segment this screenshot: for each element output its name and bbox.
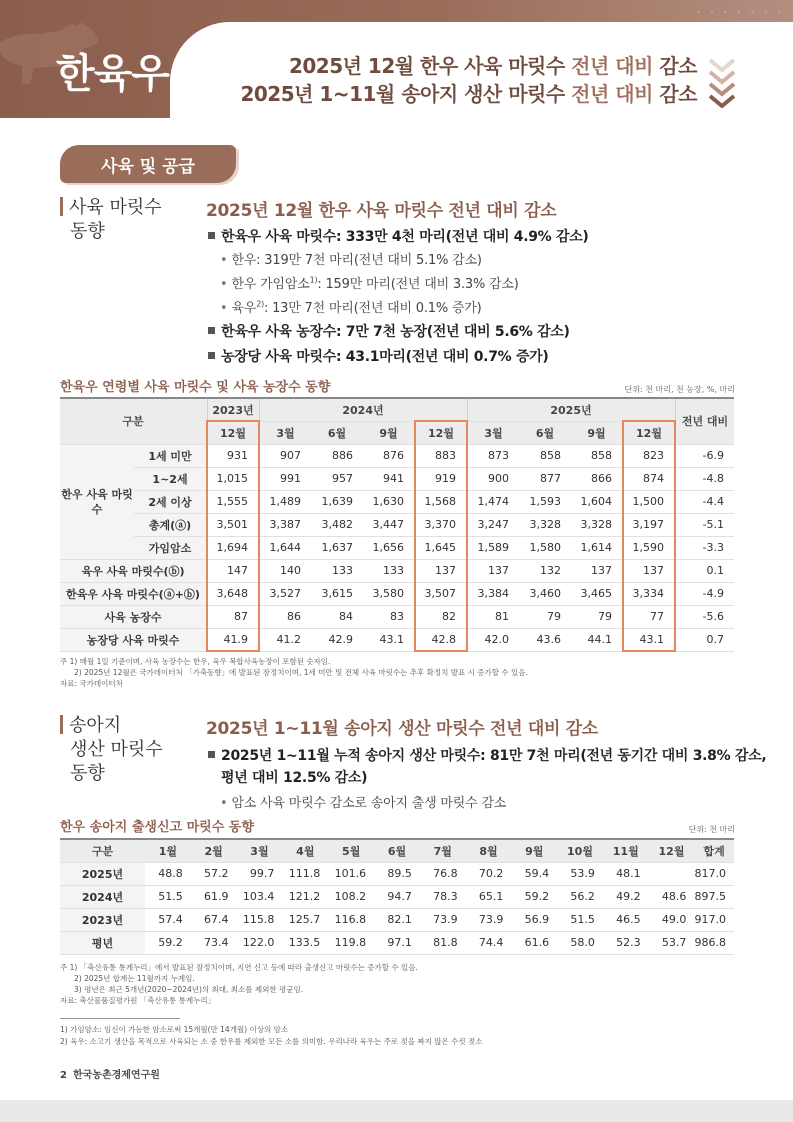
header-dots: • • • • • • • [696, 9, 785, 16]
table-cell: 79 [571, 605, 623, 628]
header-month: 12월 [623, 421, 675, 444]
table-cell: 43.1 [363, 628, 415, 651]
table-cell: 957 [311, 467, 363, 490]
table-cell: 1,630 [363, 490, 415, 513]
header-month: 9월 [571, 421, 623, 444]
table-row [60, 444, 734, 467]
bullet-text: 농장당 사육 마릿수: 43.1마리(전년 대비 0.7% 증가) [221, 349, 549, 365]
bottom-band [0, 1100, 793, 1122]
publisher-name: 한국농촌경제연구원 [72, 1070, 160, 1081]
bullet-square [208, 232, 215, 239]
table-row [60, 908, 734, 931]
sub-beef-cattle [220, 297, 482, 316]
table-cell: 866 [571, 467, 623, 490]
table-cell: 3,387 [259, 513, 311, 536]
header-category: 구분 [60, 398, 207, 444]
table-cell: 3,648 [207, 582, 259, 605]
source-line: 자료: 국가데이터처 [60, 679, 123, 688]
table-cell: 3,615 [311, 582, 363, 605]
sub-text: : 159만 마리(전년 대비 3.3% 감소) [317, 277, 519, 292]
table-cell: 137 [623, 559, 675, 582]
table-header-cell: 7월 [420, 839, 466, 862]
table-row [60, 862, 734, 885]
table-cell: 1,555 [207, 490, 259, 513]
table-cell: 3,334 [623, 582, 675, 605]
table-header-cell: 11월 [603, 839, 649, 862]
table-cell: 3,384 [467, 582, 519, 605]
header-year-2025: 2025년 [467, 398, 675, 421]
header-summary [240, 52, 697, 108]
section-label-calves [60, 714, 163, 786]
table-cell: 41.2 [259, 628, 311, 651]
table-cell: 42.9 [311, 628, 363, 651]
table-cell: 1,489 [259, 490, 311, 513]
bullet-square [208, 352, 215, 359]
table-cell: 876 [363, 444, 415, 467]
bullet-text: 2025년 1~11월 누적 송아지 생산 마릿수: 81만 7천 마리(전년 동기간 대비 3.8% 감소, [221, 748, 767, 764]
table-cell: 48.6 [649, 885, 695, 908]
sub-dot: • [220, 253, 228, 268]
header-year-2024: 2024년 [259, 398, 467, 421]
sub-text: 암소 사육 마릿수 감소로 송아지 출생 마릿수 감소 [231, 796, 507, 811]
table-header-cell: 1월 [145, 839, 191, 862]
table-cell: 58.0 [557, 931, 603, 954]
header-line-1 [240, 52, 697, 80]
table-cell: 0.7 [675, 628, 734, 651]
table-cell: 1,568 [415, 490, 467, 513]
table-cell: 137 [467, 559, 519, 582]
table-cell: -6.9 [675, 444, 734, 467]
row-label: 2023년 [60, 908, 145, 931]
table-cell: 3,197 [623, 513, 675, 536]
table-cell: 97.1 [374, 931, 420, 954]
bullet-total-heads [208, 226, 589, 246]
table-cell: 133 [311, 559, 363, 582]
row-label: 농장당 사육 마릿수 [60, 628, 207, 651]
table-cell: 41.9 [207, 628, 259, 651]
table-cell: 84 [311, 605, 363, 628]
table-cell: 79 [519, 605, 571, 628]
page-number: 2 [60, 1070, 67, 1081]
table-title-calves: 한우 송아지 출생신고 마릿수 동향 [60, 820, 254, 835]
table-cell: 86 [259, 605, 311, 628]
note-line: 2) 2025년 12월은 국가데이터처 「가축동향」에 발표된 잠정치이며, 1세 미만 및 전체 사육 마릿수는 추후 확정치 발표 시 증가할 수 있음. [74, 668, 528, 677]
table-cell: 49.0 [649, 908, 695, 931]
table-cell: -5.1 [675, 513, 734, 536]
table-header-cell: 12월 [649, 839, 695, 862]
table-cell: 56.9 [511, 908, 557, 931]
table-cell: 56.2 [557, 885, 603, 908]
table-cell: 42.8 [415, 628, 467, 651]
table-cell: 133.5 [282, 931, 328, 954]
calf-births-table [60, 838, 734, 955]
footnotes [60, 1024, 483, 1048]
row-label: 2세 이상 [134, 490, 207, 513]
table-notes-breeding [60, 656, 528, 689]
bullet-calf-births [208, 745, 766, 789]
table-cell: 73.9 [420, 908, 466, 931]
table-cell: 111.8 [282, 862, 328, 885]
row-label: 1~2세 [134, 467, 207, 490]
table-cell: 1,639 [311, 490, 363, 513]
footnote-2: 2) 육우: 소고기 생산을 목적으로 사육되는 소 중 한우를 제외한 모든 소를 의미함. 우리나라 육우는 주로 젖을 짜지 않은 수컷 젖소 [60, 1037, 483, 1046]
table-cell: 61.6 [511, 931, 557, 954]
bullet-square [208, 751, 215, 758]
section-label-line-2: 생산 마릿수 [70, 739, 163, 760]
page-header [0, 0, 793, 125]
section-label-line-2: 동향 [70, 221, 105, 242]
table-cell: 78.3 [420, 885, 466, 908]
table-cell: 67.4 [191, 908, 237, 931]
table-cell: 919 [415, 467, 467, 490]
row-label: 평년 [60, 931, 145, 954]
table-cell: 81.8 [420, 931, 466, 954]
table-cell: 82.1 [374, 908, 420, 931]
table-cell: 3,328 [571, 513, 623, 536]
table-header-cell: 3월 [237, 839, 283, 862]
table-cell: -4.4 [675, 490, 734, 513]
table-cell: 991 [259, 467, 311, 490]
section-heading-breeding: 2025년 12월 한우 사육 마릿수 전년 대비 감소 [206, 201, 557, 221]
table-cell: 858 [519, 444, 571, 467]
table-cell: 53.9 [557, 862, 603, 885]
table-cell: 897.5 [694, 885, 734, 908]
table-cell: 917.0 [694, 908, 734, 931]
table-title-breeding: 한육우 연령별 사육 마릿수 및 사육 농장수 동향 [60, 380, 331, 395]
section-bar [60, 715, 63, 734]
table-row [60, 605, 734, 628]
table-cell: 931 [207, 444, 259, 467]
table-cell: 61.9 [191, 885, 237, 908]
section-heading-calves: 2025년 1~11월 송아지 생산 마릿수 전년 대비 감소 [206, 719, 598, 739]
table-cell: 3,370 [415, 513, 467, 536]
table-cell: 873 [467, 444, 519, 467]
table-cell: 42.0 [467, 628, 519, 651]
page-title: 한육우 [56, 51, 169, 97]
header-line-2-trend: 감소 [659, 82, 697, 106]
table-cell: 3,580 [363, 582, 415, 605]
row-group-label: 한우 사육 마릿수 [60, 444, 134, 559]
table-cell: 49.2 [603, 885, 649, 908]
table-cell [649, 862, 695, 885]
table-cell: 103.4 [237, 885, 283, 908]
table-cell: 900 [467, 467, 519, 490]
table-cell: 817.0 [694, 862, 734, 885]
note-line: 주 1) 매월 1일 기준이며, 사육 농장수는 한우, 육우 복합사육농장이 포함된 숫자임. [60, 657, 331, 666]
header-line-1-mid: 전년 대비 [564, 54, 660, 78]
table-cell: 1,645 [415, 536, 467, 559]
table-cell: 51.5 [557, 908, 603, 931]
table-row [60, 536, 734, 559]
table-cell: 941 [363, 467, 415, 490]
table-cell: 59.4 [511, 862, 557, 885]
table-cell: 3,447 [363, 513, 415, 536]
table-cell: 1,015 [207, 467, 259, 490]
table-cell: 115.8 [237, 908, 283, 931]
table-cell: 46.5 [603, 908, 649, 931]
table-cell: 1,593 [519, 490, 571, 513]
table-cell: 65.1 [466, 885, 512, 908]
bullet-heads-per-farm [208, 346, 549, 366]
table-cell: 907 [259, 444, 311, 467]
table-cell: -3.3 [675, 536, 734, 559]
table-cell: 76.8 [420, 862, 466, 885]
bullet-square [208, 327, 215, 334]
table-row [60, 582, 734, 605]
row-label: 총계(ⓐ) [134, 513, 207, 536]
header-month: 6월 [519, 421, 571, 444]
table-cell: 52.3 [603, 931, 649, 954]
table-cell: 81 [467, 605, 519, 628]
table-header-cell: 구분 [60, 839, 145, 862]
table-header-cell: 5월 [328, 839, 374, 862]
table-cell: 1,474 [467, 490, 519, 513]
table-cell: 1,637 [311, 536, 363, 559]
table-cell: 119.8 [328, 931, 374, 954]
row-label: 가임암소 [134, 536, 207, 559]
table-cell: 1,580 [519, 536, 571, 559]
table-cell: 1,604 [571, 490, 623, 513]
header-line-1-subject: 2025년 12월 한우 사육 마릿수 [288, 54, 565, 78]
table-cell: 70.2 [466, 862, 512, 885]
section-pill: 사육 및 공급 [60, 145, 236, 183]
sub-text: : 13만 7천 마리(전년 대비 0.1% 증가) [264, 301, 482, 316]
table-cell: 74.4 [466, 931, 512, 954]
table-cell: 44.1 [571, 628, 623, 651]
table-cell: 121.2 [282, 885, 328, 908]
table-cell: 73.9 [466, 908, 512, 931]
table-unit-breeding: 단위: 천 마리, 천 농장, %, 마리 [624, 385, 735, 394]
table-row [60, 885, 734, 908]
row-label: 육우 사육 마릿수(ⓑ) [60, 559, 207, 582]
section-label-line-1: 송아지 [69, 715, 122, 736]
table-cell: 83 [363, 605, 415, 628]
header-year-2023: 2023년 [207, 398, 259, 421]
table-row [60, 628, 734, 651]
row-label: 한육우 사육 마릿수(ⓐ+ⓑ) [60, 582, 207, 605]
bullet-text: 한육우 사육 농장수: 7만 7천 농장(전년 대비 5.6% 감소) [221, 324, 570, 340]
table-cell: 108.2 [328, 885, 374, 908]
table-row [60, 559, 734, 582]
sub-text: 육우 [231, 301, 257, 316]
note-line: 주 1) 「축산유통 통계누리」에서 발표된 잠정치이며, 지연 신고 등에 따라 출생신고 마릿수는 증가할 수 있음. [60, 963, 418, 972]
header-month: 12월 [207, 421, 259, 444]
row-label: 1세 미만 [134, 444, 207, 467]
table-row [60, 513, 734, 536]
sub-dot: • [220, 301, 228, 316]
note-line: 2) 2025년 합계는 11월까지 누계임. [74, 974, 195, 983]
source-line: 자료: 축산물품질평가원 「축산유통 통계누리」 [60, 996, 216, 1005]
header-line-1-trend: 감소 [659, 54, 697, 78]
table-cell: 73.4 [191, 931, 237, 954]
table-cell: 137 [415, 559, 467, 582]
table-cell: 3,507 [415, 582, 467, 605]
table-cell: 122.0 [237, 931, 283, 954]
table-cell: 125.7 [282, 908, 328, 931]
table-cell: 101.6 [328, 862, 374, 885]
table-cell: 1,614 [571, 536, 623, 559]
footnote-1: 1) 가임암소: 임신이 가능한 암소로써 15개월(만 14개월) 이상의 암소 [60, 1025, 289, 1034]
table-header-cell: 4월 [282, 839, 328, 862]
table-header-cell: 9월 [511, 839, 557, 862]
bullet-farms [208, 321, 570, 341]
table-cell: 1,694 [207, 536, 259, 559]
header-month: 9월 [363, 421, 415, 444]
table-cell: 883 [415, 444, 467, 467]
table-cell: 823 [623, 444, 675, 467]
sub-text: 한우: 319만 7천 마리(전년 대비 5.1% 감소) [231, 253, 482, 268]
table-unit-calves: 단위: 천 마리 [688, 825, 735, 834]
table-cell: 51.5 [145, 885, 191, 908]
header-month: 6월 [311, 421, 363, 444]
table-cell: 986.8 [694, 931, 734, 954]
table-cell: -4.8 [675, 467, 734, 490]
table-cell: 3,328 [519, 513, 571, 536]
table-header-cell: 합계 [694, 839, 734, 862]
section-label-line-3: 동향 [70, 763, 105, 784]
note-line: 3) 평년은 최근 5개년(2020~2024년)의 최대, 최소를 제외한 평균임. [74, 985, 304, 994]
table-cell: 87 [207, 605, 259, 628]
sub-calf-reason [220, 792, 506, 811]
table-cell: 3,247 [467, 513, 519, 536]
table-cell: 116.8 [328, 908, 374, 931]
footnote-ref: 2) [256, 299, 264, 309]
sub-hanwoo [220, 249, 482, 268]
table-cell: 132 [519, 559, 571, 582]
table-cell: 3,527 [259, 582, 311, 605]
table-cell: 147 [207, 559, 259, 582]
table-cell: 0.1 [675, 559, 734, 582]
table-header-cell: 6월 [374, 839, 420, 862]
table-header-cell: 2월 [191, 839, 237, 862]
header-yoy: 전년 대비 [675, 398, 734, 444]
table-cell: 133 [363, 559, 415, 582]
section-bar [60, 197, 63, 216]
table-cell: 59.2 [511, 885, 557, 908]
table-cell: 1,644 [259, 536, 311, 559]
header-month: 3월 [259, 421, 311, 444]
table-cell: 3,465 [571, 582, 623, 605]
sub-text: 한우 가임암소 [231, 277, 310, 292]
table-cell: 89.5 [374, 862, 420, 885]
table-cell: 3,482 [311, 513, 363, 536]
table-cell: 137 [571, 559, 623, 582]
table-notes-calves [60, 962, 418, 1006]
table-cell: 57.4 [145, 908, 191, 931]
table-cell: 1,589 [467, 536, 519, 559]
table-cell: 886 [311, 444, 363, 467]
header-month: 12월 [415, 421, 467, 444]
chevron-down-icon [707, 56, 737, 108]
table-row [60, 490, 734, 513]
row-label: 2025년 [60, 862, 145, 885]
table-cell: -5.6 [675, 605, 734, 628]
table-cell: 1,590 [623, 536, 675, 559]
table-header-cell: 10월 [557, 839, 603, 862]
table-cell: 53.7 [649, 931, 695, 954]
table-cell: 48.8 [145, 862, 191, 885]
sub-breeding-cows [220, 273, 519, 292]
table-cell: 877 [519, 467, 571, 490]
table-cell: 858 [571, 444, 623, 467]
table-cell: 43.1 [623, 628, 675, 651]
sub-dot: • [220, 277, 228, 292]
table-row [60, 467, 734, 490]
header-line-2-subject: 2025년 1~11월 송아지 생산 마릿수 [240, 82, 565, 106]
table-row [60, 931, 734, 954]
table-cell: 140 [259, 559, 311, 582]
header-line-2-mid: 전년 대비 [564, 82, 660, 106]
breeding-table [60, 397, 734, 652]
table-cell: 48.1 [603, 862, 649, 885]
footnote-rule [60, 1018, 180, 1019]
table-cell: 1,500 [623, 490, 675, 513]
table-cell: 874 [623, 467, 675, 490]
bullet-text: 한육우 사육 마릿수: 333만 4천 마리(전년 대비 4.9% 감소) [221, 229, 589, 245]
table-cell: 99.7 [237, 862, 283, 885]
table-cell: 77 [623, 605, 675, 628]
table-header-cell: 8월 [466, 839, 512, 862]
section-label-line-1: 사육 마릿수 [69, 197, 162, 218]
table-cell: 3,460 [519, 582, 571, 605]
footnote-ref: 1) [309, 275, 318, 285]
table-cell: 82 [415, 605, 467, 628]
header-month: 3월 [467, 421, 519, 444]
section-label-breeding [60, 196, 162, 244]
table-cell: 57.2 [191, 862, 237, 885]
table-cell: 43.6 [519, 628, 571, 651]
table-cell: 94.7 [374, 885, 420, 908]
page-footer [60, 1066, 160, 1081]
sub-dot: • [220, 796, 228, 811]
table-cell: -4.9 [675, 582, 734, 605]
table-cell: 3,501 [207, 513, 259, 536]
header-line-2 [240, 80, 697, 108]
bullet-text-cont: 평년 대비 12.5% 감소) [221, 770, 368, 786]
row-label: 2024년 [60, 885, 145, 908]
row-label: 사육 농장수 [60, 605, 207, 628]
table-cell: 1,656 [363, 536, 415, 559]
table-cell: 59.2 [145, 931, 191, 954]
